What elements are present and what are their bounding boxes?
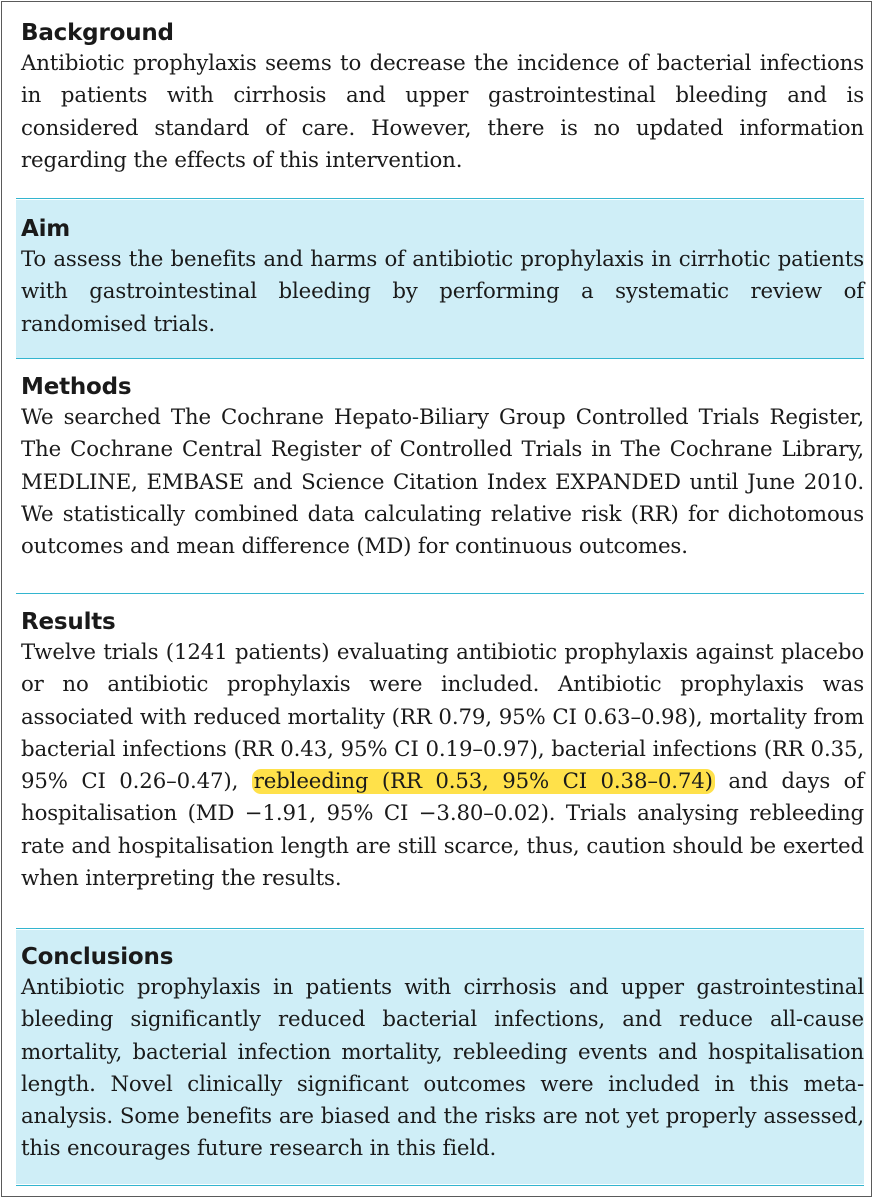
results-text-before: Twelve trials (1241 patients) evaluating antibiotic prophylaxis against placebo or no antibiotic prophylaxis were included. Antibiotic prophylaxis was associated with reduced mortality (RR 0.79, 95% CI 0.63–0.98), mortality from bacterial infections (RR 0.43, 95% CI 0.19–0.97), bacterial infections (RR 0.35, 95% CI 0.26–0.47), bbox=[21, 640, 864, 795]
section-divider bbox=[16, 928, 864, 929]
section-divider bbox=[16, 593, 864, 594]
results-heading: Results bbox=[21, 609, 116, 635]
aim-heading: Aim bbox=[21, 216, 71, 242]
section-divider bbox=[16, 358, 864, 359]
background-heading: Background bbox=[21, 20, 174, 46]
conclusions-heading: Conclusions bbox=[21, 944, 174, 970]
conclusions-section bbox=[16, 930, 864, 1184]
results-text bbox=[21, 637, 864, 895]
methods-section bbox=[16, 360, 864, 590]
aim-text: To assess the benefits and harms of antibiotic prophylaxis in cirrhotic patients with gastrointestinal bleeding by performing a systematic review of randomised trials. bbox=[21, 247, 864, 337]
aim-section bbox=[16, 200, 864, 358]
abstract-frame bbox=[1, 1, 872, 1197]
methods-heading: Methods bbox=[21, 374, 132, 400]
section-divider bbox=[16, 1185, 864, 1186]
results-text-after: and days of hospitalisation (MD −1.91, 95% CI −3.80–0.02). Trials analysing rebleeding rate and hospitalisation length are still scarce, thus, caution should be exerted when interpreting the results. bbox=[21, 769, 864, 892]
methods-text: We searched The Cochrane Hepato-Biliary Group Controlled Trials Register, The Cochrane Central Register of Controlled Trials in The Cochrane Library, MEDLINE, EMBASE and Science Citation Index EXPANDED until June 2010. We statistically combined data calculating relative risk (RR) for dichotomous outcomes and mean difference (MD) for continuous outcomes. bbox=[21, 405, 864, 560]
background-section bbox=[16, 18, 864, 196]
conclusions-text: Antibiotic prophylaxis in patients with cirrhosis and upper gastrointestinal bleeding significantly reduced bacterial infections, and reduce all-cause mortality, bacterial infection mortality, rebleeding events and hospitalisation length. Novel clinically significant outcomes were included in this meta-analysis. Some benefits are biased and the risks are not yet properly assessed, this encourages future research in this field. bbox=[21, 975, 864, 1162]
background-text: Antibiotic prophylaxis seems to decrease the incidence of bacterial infections in patients with cirrhosis and upper gastrointestinal bleeding and is considered standard of care. However, there is no updated information regarding the effects of this intervention. bbox=[21, 51, 864, 173]
results-section bbox=[16, 595, 864, 925]
section-divider bbox=[16, 198, 864, 199]
rebleeding-highlight: rebleeding (RR 0.53, 95% CI 0.38–0.74) bbox=[253, 769, 713, 795]
